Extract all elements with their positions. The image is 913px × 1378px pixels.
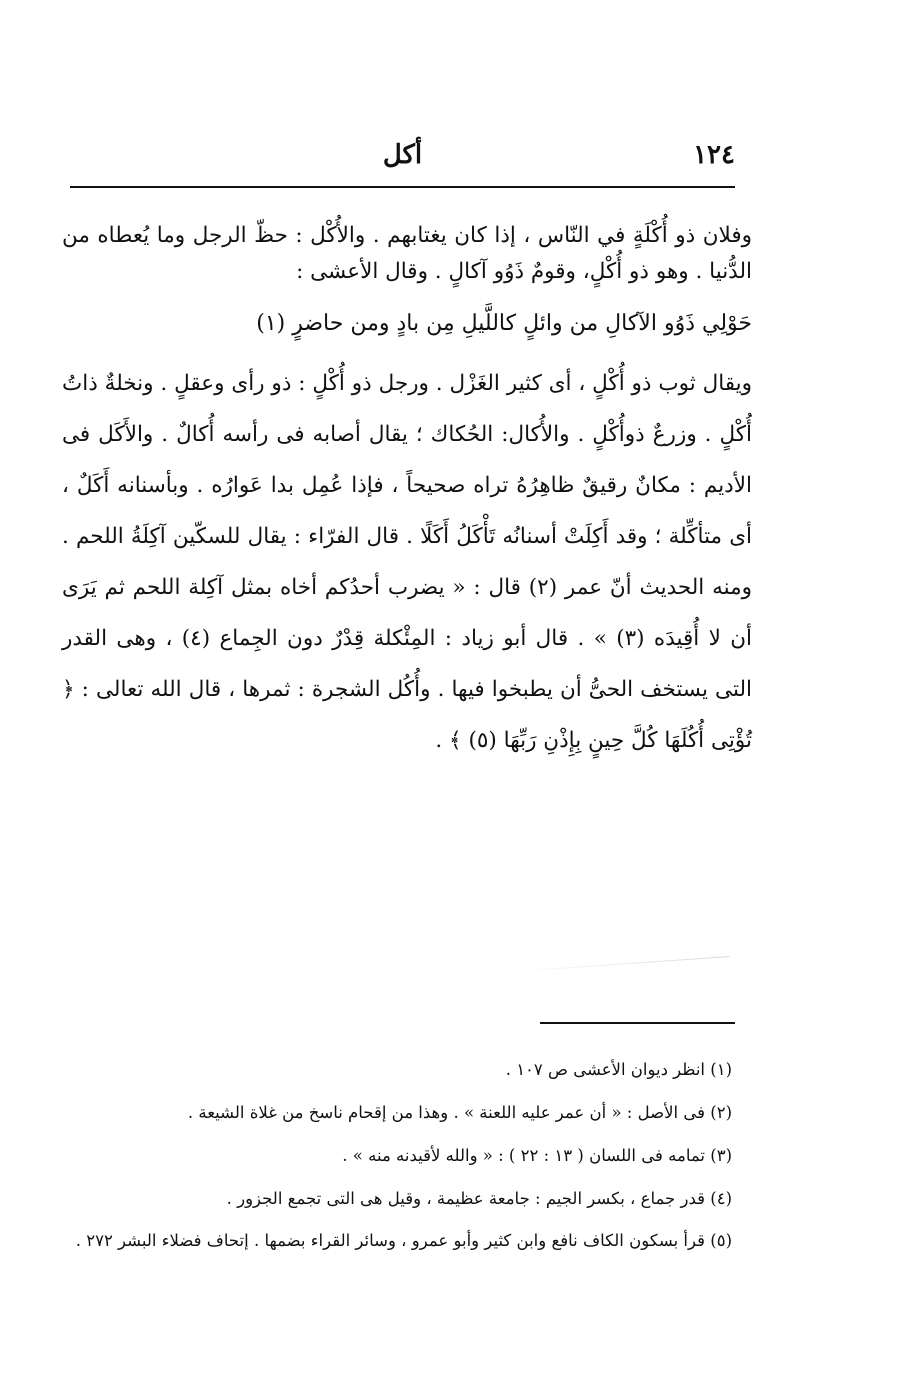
running-title: أكل: [382, 140, 423, 170]
header-rule: [70, 186, 735, 188]
footnote-1: (١) انظر ديوان الأعشى ص ١٠٧ .: [505, 1060, 732, 1079]
footnotes: [62, 1048, 732, 1256]
footnote-2: (٢) فى الأصل : « أن عمر عليه اللعنة » . وهذا من إقحام ناسخ من غلاة الشيعة .: [187, 1103, 732, 1122]
poetry-verse: حَوْلِي ذَوُو الآكالِ من وائلٍ كاللَّيلِ مِن بادٍ ومن حاضرٍ (١): [256, 311, 752, 336]
paragraph-2: ويقال ثوب ذو أُكْلٍ ، أى كثير الغَزْل . ورجل ذو أُكْلٍ : ذو رأى وعقلٍ . ونخلةٌ ذاتُ أُكْلٍ . وزرعٌ ذوأُكْلٍ . والأُكال: الحُكاك ؛ يقال أصابه فى رأسه أُكالٌ . والأَكَل فى الأديم : مكانٌ رقيقٌ ظاهِرُهُ تراه صحيحاً ، فإذا عُمِل بدا عَوارُه . وبأسنانه أَكَلٌ ، أى متأكِّلة ؛ وقد أَكِلَتْ أسنانُه تَأْكَلُ أَكَلًا . قال الفرّاء : يقال للسكّين آكِلَةُ اللحم . ومنه الحديث أنّ عمر (٢) قال : « يضرب أحدُكم أخاه بمثل آكِلة اللحم ثم يَرَى أن لا أُقِيدَه (٣) » . قال أبو زياد : المِئْكلة قِدْرٌ دون الجِماع (٤) ، وهى القدر التى يستخف الحىُّ أن يطبخوا فيها . وأُكُل الشجرة : ثمرها ، قال الله تعالى : ﴿ تُؤْتِى أُكُلَهَا كُلَّ حِينٍ بِإِذْنِ رَبِّهَا (٥) ﴾ .: [62, 371, 753, 753]
footnote-4: (٤) قدر جماع ، بكسر الجيم : جامعة عظيمة ، وقيل هى التى تجمع الجزور .: [226, 1189, 732, 1208]
main-text: [62, 218, 752, 766]
page-number: ١٢٤: [693, 140, 735, 170]
scan-mark: [500, 956, 730, 973]
footnote-rule: [540, 1022, 735, 1024]
paragraph-1: وفلان ذو أُكْلَةٍ في النّاس ، إذا كان يغتابهم . والأُكْل : حظّ الرجل وما يُعطاه من الدُّنيا . وهو ذو أُكْلٍ، وقومٌ ذَوُو آكالٍ . وقال الأعشى :: [62, 223, 752, 284]
footnote-5: (٥) قرأ بسكون الكاف نافع وابن كثير وأبو عمرو ، وسائر القراء بضمها . إتحاف فضلاء البشر ٢٧٢ .: [75, 1231, 732, 1250]
footnote-3: (٣) تمامه فى اللسان ( ١٣ : ٢٢ ) : « والله لأقيدنه منه » .: [342, 1146, 732, 1165]
page-header: [70, 140, 735, 184]
